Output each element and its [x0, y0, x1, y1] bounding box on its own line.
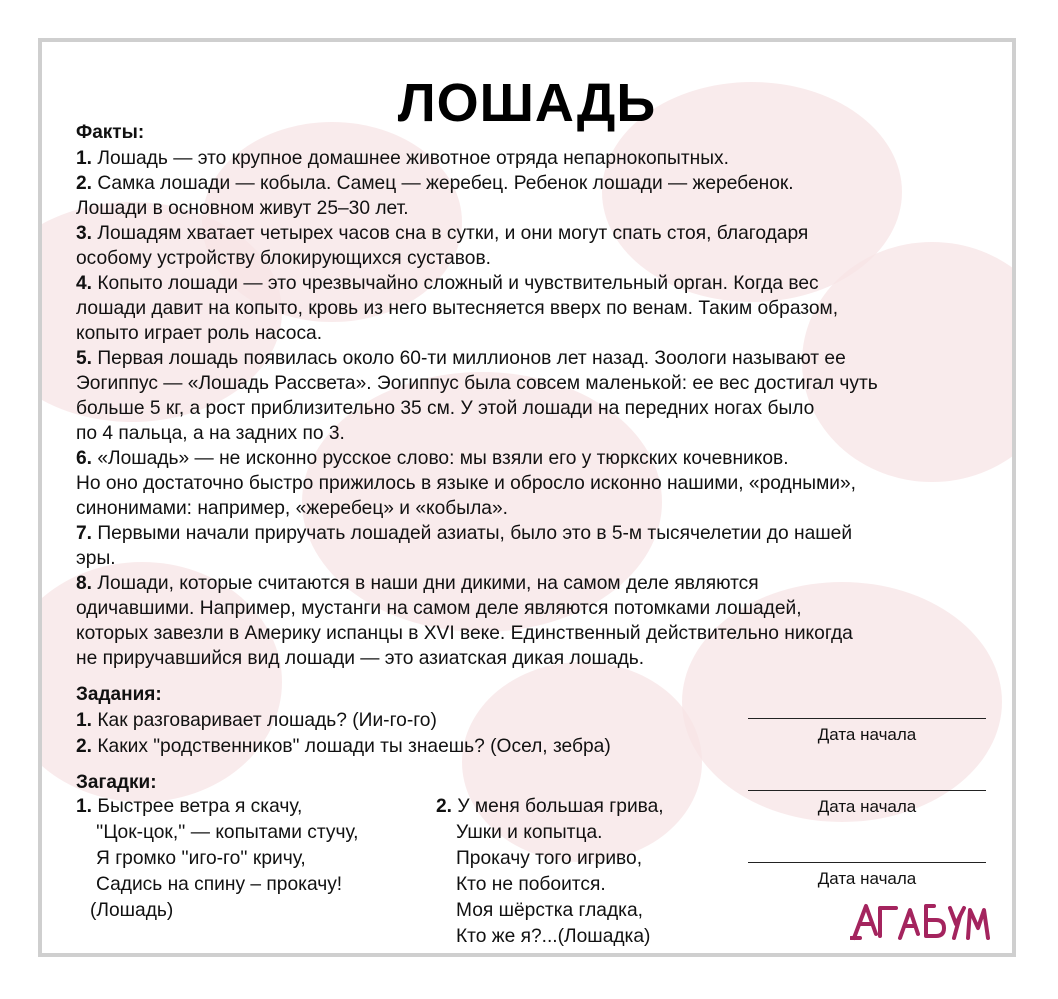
fact-line [76, 246, 996, 271]
fact-text: Самка лошади — кобыла. Самец — жеребец. Ребенок лошади — жеребенок. [97, 173, 794, 194]
fact-number: 3. [76, 223, 93, 244]
date-line [748, 718, 986, 719]
fact-number: 7. [76, 523, 93, 544]
fact-line [76, 321, 996, 346]
fact-text: не приручавшийся вид лошади — это азиатская дикая лошадь. [76, 648, 645, 669]
fact-line [76, 596, 996, 621]
fact-text: особому устройству блокирующихся суставов. [76, 248, 491, 269]
fact-line [76, 271, 996, 296]
fact-text: по 4 пальца, а на задних по 3. [76, 423, 345, 444]
date-start-label: Дата начала [817, 797, 917, 816]
facts-list [76, 146, 996, 671]
fact-line [76, 196, 996, 221]
worksheet-card [38, 38, 1016, 957]
fact-line [76, 221, 996, 246]
fact-text: синонимами: например, «жеребец» и «кобыла». [76, 498, 508, 519]
riddle-2: 2. У меня большая грива, Ушки и копытца. Прокачу того игриво, Кто не побоится. Моя шёрстка гладка, Кто же я?...(Лошадка) [436, 796, 664, 947]
fact-number: 6. [76, 448, 93, 469]
fact-line [76, 496, 996, 521]
fact-text: лошади давит на копыто, кровь из него вытесняется вверх по венам. Таким образом, [76, 298, 839, 319]
fact-line [76, 521, 996, 546]
page-title: ЛОШАДЬ [397, 73, 657, 133]
fact-line [76, 421, 996, 446]
fact-text: которых завезли в Америку испанцы в XVI веке. Единственный действительно никогда [76, 623, 853, 644]
fact-text: Лошади, которые считаются в наши дни дикими, на самом деле являются [97, 573, 759, 594]
fact-line [76, 546, 996, 571]
date-start-field-2[interactable] [748, 790, 986, 817]
tasks-heading: Задания: [76, 684, 162, 705]
fact-text: копыто играет роль насоса. [76, 323, 323, 344]
date-start-field-1[interactable] [748, 718, 986, 745]
fact-line [76, 571, 996, 596]
fact-line [76, 646, 996, 671]
facts-heading: Факты: [76, 122, 145, 143]
fact-line [76, 371, 996, 396]
fact-text: Копыто лошади — это чрезвычайно сложный и чувствительный орган. Когда вес [97, 273, 819, 294]
riddles-heading: Загадки: [76, 772, 157, 793]
fact-text: эры. [76, 548, 116, 569]
task-item: 2. Каких "родственников" лошади ты знаешь? (Осел, зебра) [76, 736, 611, 757]
fact-text: Лошади в основном живут 25–30 лет. [76, 198, 409, 219]
fact-line [76, 296, 996, 321]
fact-line [76, 146, 996, 171]
date-line [748, 790, 986, 791]
date-start-field-3[interactable] [748, 862, 986, 889]
fact-text: Лошадь — это крупное домашнее животное отряда непарнокопытных. [97, 148, 729, 169]
fact-text: Первая лошадь появилась около 60-ти миллионов лет назад. Зоологи называют ее [97, 348, 846, 369]
date-start-label: Дата начала [817, 869, 917, 888]
fact-line [76, 471, 996, 496]
fact-number: 2. [76, 173, 93, 194]
fact-text: Первыми начали приручать лошадей азиаты, было это в 5-м тысячелетии до нашей [97, 523, 853, 544]
task-item: 1. Как разговаривает лошадь? (Ии-го-го) [76, 710, 437, 731]
date-line [748, 862, 986, 863]
fact-line [76, 346, 996, 371]
fact-number: 5. [76, 348, 93, 369]
fact-line [76, 446, 996, 471]
tasks-list [76, 708, 611, 760]
agabum-logo-image [850, 900, 990, 942]
fact-text: больше 5 кг, а рост приблизительно 35 см. У этой лошади на передних ногах было [76, 398, 815, 419]
fact-text: Эогиппус — «Лошадь Рассвета». Эогиппус была совсем маленькой: ее вес достигал чуть [76, 373, 878, 394]
fact-line [76, 396, 996, 421]
fact-line [76, 621, 996, 646]
fact-text: Но оно достаточно быстро прижилось в языке и обросло исконно нашими, «родными», [76, 473, 856, 494]
fact-number: 4. [76, 273, 93, 294]
fact-text: «Лошадь» — не исконно русское слово: мы взяли его у тюркских кочевников. [97, 448, 789, 469]
fact-text: одичавшими. Например, мустанги на самом деле являются потомками лошадей, [76, 598, 802, 619]
fact-text: Лошадям хватает четырех часов сна в сутки, и они могут спать стоя, благодаря [97, 223, 809, 244]
fact-line [76, 171, 996, 196]
fact-number: 8. [76, 573, 93, 594]
riddle-1: 1. Быстрее ветра я скачу, ''Цок-цок,'' — копытами стучу, Я громко ''иго-го'' кричу, Садись на спину – прокачу! (Лошадь) [76, 796, 359, 921]
date-start-label: Дата начала [817, 725, 917, 744]
agabum-logo [850, 900, 990, 947]
fact-number: 1. [76, 148, 93, 169]
